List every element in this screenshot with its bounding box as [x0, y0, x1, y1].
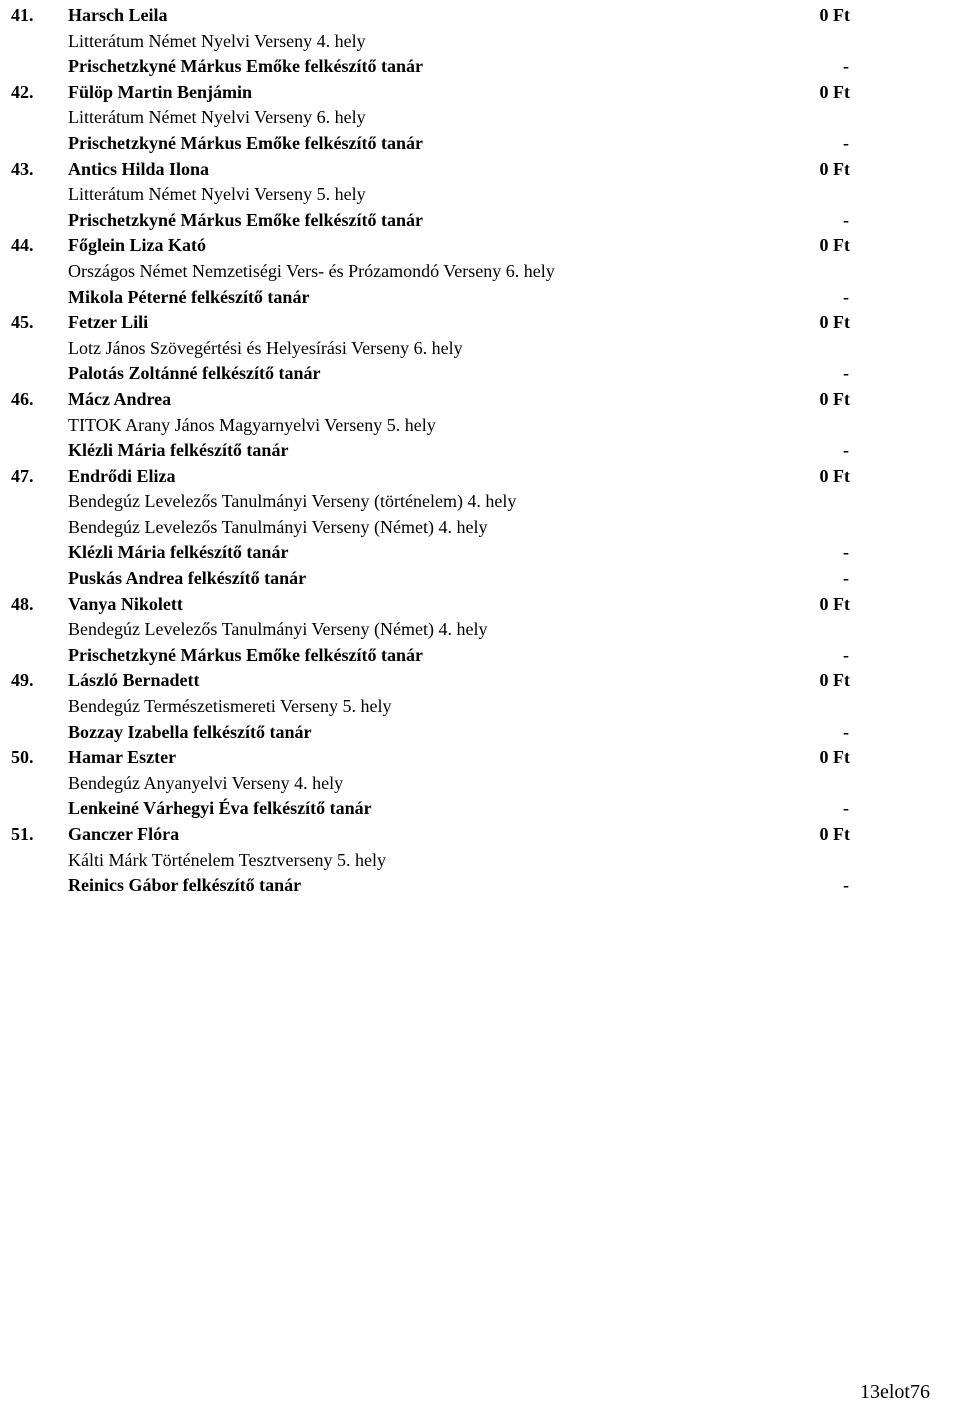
teacher-amount: -: [843, 56, 849, 77]
teacher-amount: -: [843, 440, 849, 461]
teacher-line: [0, 796, 960, 822]
entry-block: [0, 668, 960, 745]
competition-line: [0, 105, 960, 131]
award-amount: 0 Ft: [819, 388, 850, 409]
entry-block: [0, 310, 960, 387]
award-amount: 0 Ft: [819, 593, 850, 614]
teacher-name: Bozzay Izabella felkészítő tanár: [68, 721, 312, 742]
award-amount: 0 Ft: [819, 5, 850, 25]
competition-line: [0, 694, 960, 720]
teacher-name: Prischetzkyné Márkus Emőke felkészítő tanár: [68, 56, 423, 77]
competition-line: [0, 489, 960, 515]
entry-block: [0, 822, 960, 899]
award-amount: 0 Ft: [819, 670, 850, 691]
teacher-amount: -: [843, 721, 849, 742]
entry-number: 42.: [11, 81, 34, 102]
award-amount: 0 Ft: [819, 235, 850, 256]
entry-number: 50.: [11, 747, 34, 768]
teacher-line: [0, 54, 960, 80]
teacher-line: [0, 643, 960, 669]
entry-number: 41.: [11, 5, 34, 25]
entry-number: 43.: [11, 158, 34, 179]
teacher-name: Klézli Mária felkészítő tanár: [68, 542, 289, 563]
competition-result: Litterátum Német Nyelvi Verseny 4. hely: [68, 30, 366, 51]
teacher-name: Mikola Péterné felkészítő tanár: [68, 286, 310, 307]
entry-name-line: [0, 387, 960, 413]
competition-result: Litterátum Német Nyelvi Verseny 5. hely: [68, 184, 366, 205]
student-name: Ganczer Flóra: [68, 824, 180, 844]
competition-line: [0, 259, 960, 285]
teacher-line: [0, 208, 960, 234]
competition-result: Országos Német Nemzetiségi Vers- és Prózamondó Verseny 6. hely: [68, 260, 555, 281]
competition-line: [0, 617, 960, 643]
entry-name-line: [0, 157, 960, 183]
teacher-line: [0, 540, 960, 566]
competition-result: TITOK Arany János Magyarnyelvi Verseny 5. hely: [68, 414, 436, 435]
teacher-name: Palotás Zoltánné felkészítő tanár: [68, 363, 321, 384]
competition-result: Kálti Márk Történelem Tesztverseny 5. hely: [68, 849, 386, 870]
entry-name-line: [0, 233, 960, 259]
entry-block: [0, 233, 960, 310]
competition-line: [0, 771, 960, 797]
student-name: Antics Hilda Ilona: [68, 158, 210, 179]
entry-number: 45.: [11, 312, 34, 333]
award-list: [0, 3, 960, 899]
entry-number: 46.: [11, 388, 34, 409]
competition-result: Lotz János Szövegértési és Helyesírási Verseny 6. hely: [68, 337, 463, 358]
entry-number: 49.: [11, 670, 34, 691]
competition-line: [0, 848, 960, 874]
award-amount: 0 Ft: [819, 824, 850, 844]
competition-line: [0, 336, 960, 362]
entry-name-line: [0, 592, 960, 618]
entry-name-line: [0, 464, 960, 490]
teacher-name: Reinics Gábor felkészítő tanár: [68, 875, 302, 896]
competition-line: [0, 515, 960, 541]
award-amount: 0 Ft: [819, 747, 850, 768]
competition-result: Bendegúz Anyanyelvi Verseny 4. hely: [68, 772, 344, 793]
teacher-line: [0, 566, 960, 592]
student-name: Harsch Leila: [68, 5, 168, 25]
student-name: Fülöp Martin Benjámin: [68, 81, 253, 102]
teacher-line: [0, 720, 960, 746]
entry-name-line: [0, 822, 960, 848]
teacher-line: [0, 131, 960, 157]
entry-block: [0, 464, 960, 592]
teacher-name: Klézli Mária felkészítő tanár: [68, 440, 289, 461]
teacher-name: Prischetzkyné Márkus Emőke felkészítő tanár: [68, 209, 423, 230]
entry-number: 51.: [11, 824, 34, 844]
entry-name-line: [0, 3, 960, 29]
teacher-amount: -: [843, 875, 849, 896]
entry-block: [0, 745, 960, 822]
teacher-amount: -: [843, 132, 849, 153]
competition-line: [0, 413, 960, 439]
teacher-amount: -: [843, 644, 849, 665]
teacher-line: [0, 285, 960, 311]
entry-name-line: [0, 745, 960, 771]
entry-number: 44.: [11, 235, 34, 256]
student-name: László Bernadett: [68, 670, 200, 691]
competition-result: Litterátum Német Nyelvi Verseny 6. hely: [68, 107, 366, 128]
award-amount: 0 Ft: [819, 158, 850, 179]
teacher-name: Puskás Andrea felkészítő tanár: [68, 568, 307, 589]
teacher-name: Prischetzkyné Márkus Emőke felkészítő tanár: [68, 644, 423, 665]
student-name: Mácz Andrea: [68, 388, 172, 409]
entry-number: 48.: [11, 593, 34, 614]
award-amount: 0 Ft: [819, 465, 850, 486]
student-name: Endrődi Eliza: [68, 465, 176, 486]
student-name: Fetzer Lili: [68, 312, 149, 333]
competition-result: Bendegúz Levelezős Tanulmányi Verseny (Német) 4. hely: [68, 619, 488, 640]
entry-block: [0, 80, 960, 157]
award-amount: 0 Ft: [819, 81, 850, 102]
entry-name-line: [0, 310, 960, 336]
teacher-line: [0, 361, 960, 387]
teacher-amount: -: [843, 568, 849, 589]
entry-name-line: [0, 80, 960, 106]
teacher-line: [0, 873, 960, 899]
entry-block: [0, 3, 960, 80]
entry-block: [0, 387, 960, 464]
teacher-line: [0, 438, 960, 464]
competition-result: Bendegúz Levelezős Tanulmányi Verseny (Német) 4. hely: [68, 516, 488, 537]
teacher-name: Prischetzkyné Márkus Emőke felkészítő tanár: [68, 132, 423, 153]
student-name: Főglein Liza Kató: [68, 235, 206, 256]
entry-number: 47.: [11, 465, 34, 486]
teacher-amount: -: [843, 542, 849, 563]
competition-result: Bendegúz Levelezős Tanulmányi Verseny (történelem) 4. hely: [68, 491, 517, 512]
competition-line: [0, 29, 960, 55]
teacher-name: Lenkeiné Várhegyi Éva felkészítő tanár: [68, 798, 372, 819]
student-name: Vanya Nikolett: [68, 593, 183, 614]
teacher-amount: -: [843, 798, 849, 819]
entry-name-line: [0, 668, 960, 694]
teacher-amount: -: [843, 209, 849, 230]
teacher-amount: -: [843, 286, 849, 307]
student-name: Hamar Eszter: [68, 747, 177, 768]
competition-line: [0, 182, 960, 208]
entry-block: [0, 157, 960, 234]
page-number: 13elot76: [860, 1381, 930, 1403]
award-amount: 0 Ft: [819, 312, 850, 333]
teacher-amount: -: [843, 363, 849, 384]
entry-block: [0, 592, 960, 669]
competition-result: Bendegúz Természetismereti Verseny 5. hely: [68, 696, 392, 717]
